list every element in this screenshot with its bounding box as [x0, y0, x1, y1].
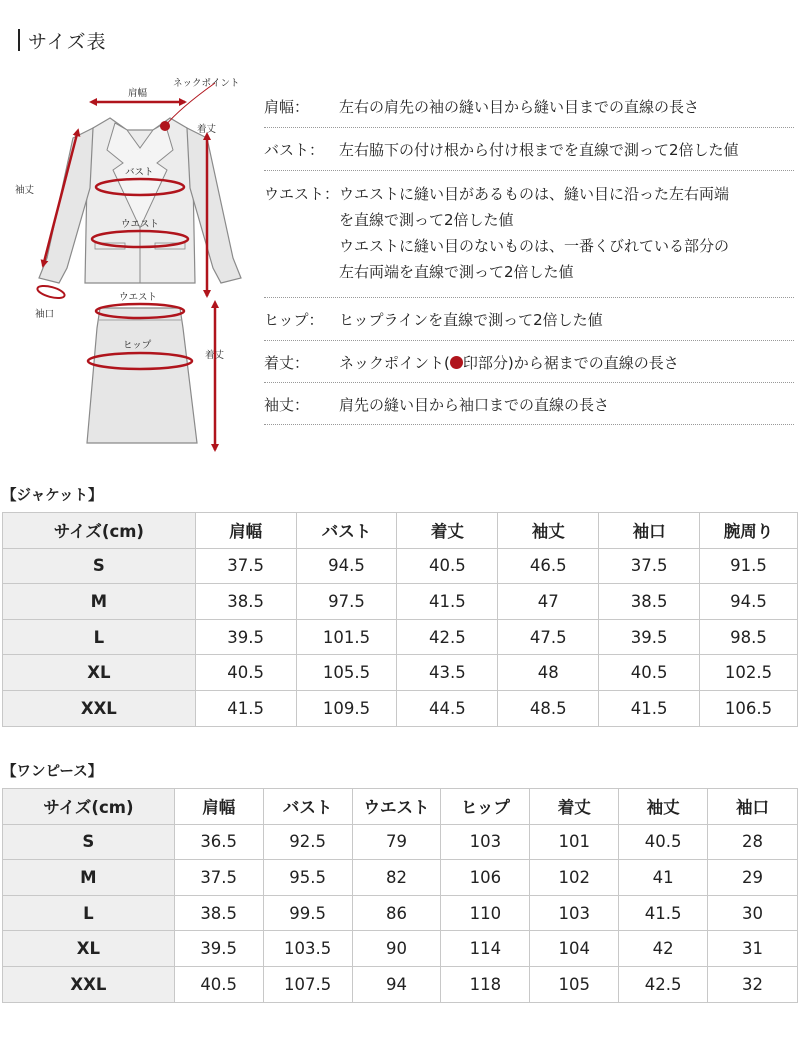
desc-row-bust	[264, 128, 794, 171]
table-cell: 47	[498, 584, 599, 620]
table-cell: 42	[619, 931, 708, 967]
column-header: バスト	[296, 513, 397, 549]
desc-key: 肩幅：	[264, 98, 310, 116]
size-label: M	[3, 584, 196, 620]
label-sleeve: 袖丈	[15, 185, 35, 196]
table-cell: 37.5	[599, 548, 700, 584]
column-header: 袖口	[599, 513, 700, 549]
table-cell: 99.5	[263, 895, 352, 931]
size-label: XXL	[3, 690, 196, 726]
table-row	[3, 931, 798, 967]
table-cell: 102.5	[700, 655, 798, 691]
table-row	[3, 966, 798, 1002]
table-cell: 30	[708, 895, 798, 931]
table-cell: 103.5	[263, 931, 352, 967]
table-cell: 42.5	[397, 619, 498, 655]
table-row	[3, 690, 798, 726]
table-cell: 110	[441, 895, 530, 931]
table-cell: 39.5	[174, 931, 263, 967]
table-cell: 101	[530, 824, 619, 860]
table-cell: 79	[352, 824, 441, 860]
size-label: M	[3, 860, 175, 896]
table-cell: 29	[708, 860, 798, 896]
desc-value	[339, 181, 729, 297]
jacket-section-title: 【ジャケット】	[2, 488, 103, 504]
table-cell: 106	[441, 860, 530, 896]
table-cell: 48.5	[498, 690, 599, 726]
garment-illustration	[15, 68, 260, 458]
neck-point-dot-icon	[450, 356, 463, 369]
size-label: S	[3, 548, 196, 584]
desc-value: ヒップラインを直線で測って2倍した値	[339, 311, 603, 329]
jacket-size-table	[2, 512, 798, 727]
table-cell: 38.5	[174, 895, 263, 931]
label-cuff: 袖口	[35, 309, 55, 320]
table-cell: 82	[352, 860, 441, 896]
desc-key: 着丈：	[264, 354, 310, 372]
table-cell: 94.5	[700, 584, 798, 620]
table-cell: 40.5	[195, 655, 296, 691]
desc-row-shoulder	[264, 88, 794, 128]
table-row	[3, 824, 798, 860]
desc-value	[339, 350, 679, 382]
table-cell: 41	[619, 860, 708, 896]
desc-key: 袖丈：	[264, 396, 310, 414]
table-cell: 38.5	[195, 584, 296, 620]
table-cell: 46.5	[498, 548, 599, 584]
table-cell: 106.5	[700, 690, 798, 726]
size-label: L	[3, 619, 196, 655]
label-neck-point: ネックポイント	[173, 78, 240, 89]
size-label: XL	[3, 931, 175, 967]
label-shoulder: 肩幅	[128, 88, 148, 99]
column-header: 腕周り	[700, 513, 798, 549]
column-header: 袖口	[708, 789, 798, 825]
table-cell: 41.5	[599, 690, 700, 726]
label-length-top: 着丈	[197, 124, 217, 135]
table-cell: 103	[530, 895, 619, 931]
table-cell: 114	[441, 931, 530, 967]
onepiece-size-table	[2, 788, 798, 1003]
column-header: 袖丈	[498, 513, 599, 549]
column-header: サイズ(cm)	[3, 789, 175, 825]
desc-row-length	[264, 341, 794, 383]
size-label: S	[3, 824, 175, 860]
column-header: ウエスト	[352, 789, 441, 825]
desc-key: ヒップ：	[264, 311, 324, 329]
table-header-row	[3, 513, 798, 549]
label-bust: バスト	[125, 167, 154, 178]
table-cell: 41.5	[619, 895, 708, 931]
table-cell: 47.5	[498, 619, 599, 655]
desc-key: バスト：	[264, 141, 325, 159]
desc-text-post: 印部分)から裾までの直線の長さ	[462, 354, 679, 372]
table-cell: 92.5	[263, 824, 352, 860]
table-cell: 102	[530, 860, 619, 896]
size-label: XXL	[3, 966, 175, 1002]
desc-line: 左右両端を直線で測って2倍した値	[339, 263, 574, 281]
table-cell: 94	[352, 966, 441, 1002]
table-cell: 41.5	[397, 584, 498, 620]
column-header: バスト	[263, 789, 352, 825]
table-cell: 37.5	[195, 548, 296, 584]
table-cell: 109.5	[296, 690, 397, 726]
desc-value: 左右の肩先の袖の縫い目から縫い目までの直線の長さ	[339, 98, 700, 116]
column-header: 肩幅	[195, 513, 296, 549]
desc-value: 左右脇下の付け根から付け根までを直線で測って2倍した値	[339, 141, 739, 159]
desc-row-sleeve	[264, 383, 794, 425]
desc-key: ウエスト：	[264, 185, 340, 203]
table-cell: 39.5	[195, 619, 296, 655]
column-header: 着丈	[397, 513, 498, 549]
table-row	[3, 655, 798, 691]
table-cell: 40.5	[599, 655, 700, 691]
table-row	[3, 860, 798, 896]
label-hip: ヒップ	[123, 340, 152, 351]
measurement-descriptions	[264, 88, 794, 425]
table-cell: 90	[352, 931, 441, 967]
size-label: XL	[3, 655, 196, 691]
label-length-skirt: 着丈	[205, 350, 225, 361]
table-cell: 104	[530, 931, 619, 967]
table-cell: 105.5	[296, 655, 397, 691]
table-cell: 48	[498, 655, 599, 691]
table-cell: 39.5	[599, 619, 700, 655]
table-cell: 28	[708, 824, 798, 860]
table-cell: 105	[530, 966, 619, 1002]
table-row	[3, 584, 798, 620]
size-label: L	[3, 895, 175, 931]
table-cell: 103	[441, 824, 530, 860]
onepiece-section-title: 【ワンピース】	[2, 764, 103, 780]
table-cell: 95.5	[263, 860, 352, 896]
table-cell: 118	[441, 966, 530, 1002]
desc-line: ウエストに縫い目のないものは、一番くびれている部分の	[339, 237, 730, 255]
column-header: ヒップ	[441, 789, 530, 825]
table-cell: 31	[708, 931, 798, 967]
table-cell: 40.5	[397, 548, 498, 584]
table-cell: 44.5	[397, 690, 498, 726]
table-cell: 40.5	[174, 966, 263, 1002]
table-cell: 37.5	[174, 860, 263, 896]
label-waist-top: ウエスト	[121, 219, 160, 230]
desc-row-hip	[264, 298, 794, 341]
desc-value: 肩先の縫い目から袖口までの直線の長さ	[339, 396, 610, 414]
table-cell: 43.5	[397, 655, 498, 691]
table-cell: 107.5	[263, 966, 352, 1002]
table-row	[3, 548, 798, 584]
table-cell: 42.5	[619, 966, 708, 1002]
desc-row-waist	[264, 171, 794, 298]
table-cell: 86	[352, 895, 441, 931]
label-waist-skirt: ウエスト	[119, 292, 158, 303]
table-cell: 36.5	[174, 824, 263, 860]
page-title: サイズ表	[28, 30, 107, 53]
column-header: 着丈	[530, 789, 619, 825]
table-row	[3, 895, 798, 931]
table-cell: 38.5	[599, 584, 700, 620]
table-cell: 97.5	[296, 584, 397, 620]
desc-text-pre: ネックポイント(	[339, 354, 450, 372]
measurement-diagram	[15, 68, 260, 458]
table-header-row	[3, 789, 798, 825]
page-header	[18, 28, 106, 52]
table-cell: 94.5	[296, 548, 397, 584]
table-cell: 40.5	[619, 824, 708, 860]
column-header: 袖丈	[619, 789, 708, 825]
desc-line: を直線で測って2倍した値	[339, 211, 514, 229]
title-divider	[18, 29, 20, 51]
table-cell: 41.5	[195, 690, 296, 726]
desc-line: ウエストに縫い目があるものは、縫い目に沿った左右両端	[339, 185, 730, 203]
table-cell: 91.5	[700, 548, 798, 584]
table-row	[3, 619, 798, 655]
table-cell: 32	[708, 966, 798, 1002]
column-header: サイズ(cm)	[3, 513, 196, 549]
column-header: 肩幅	[174, 789, 263, 825]
table-cell: 101.5	[296, 619, 397, 655]
table-cell: 98.5	[700, 619, 798, 655]
